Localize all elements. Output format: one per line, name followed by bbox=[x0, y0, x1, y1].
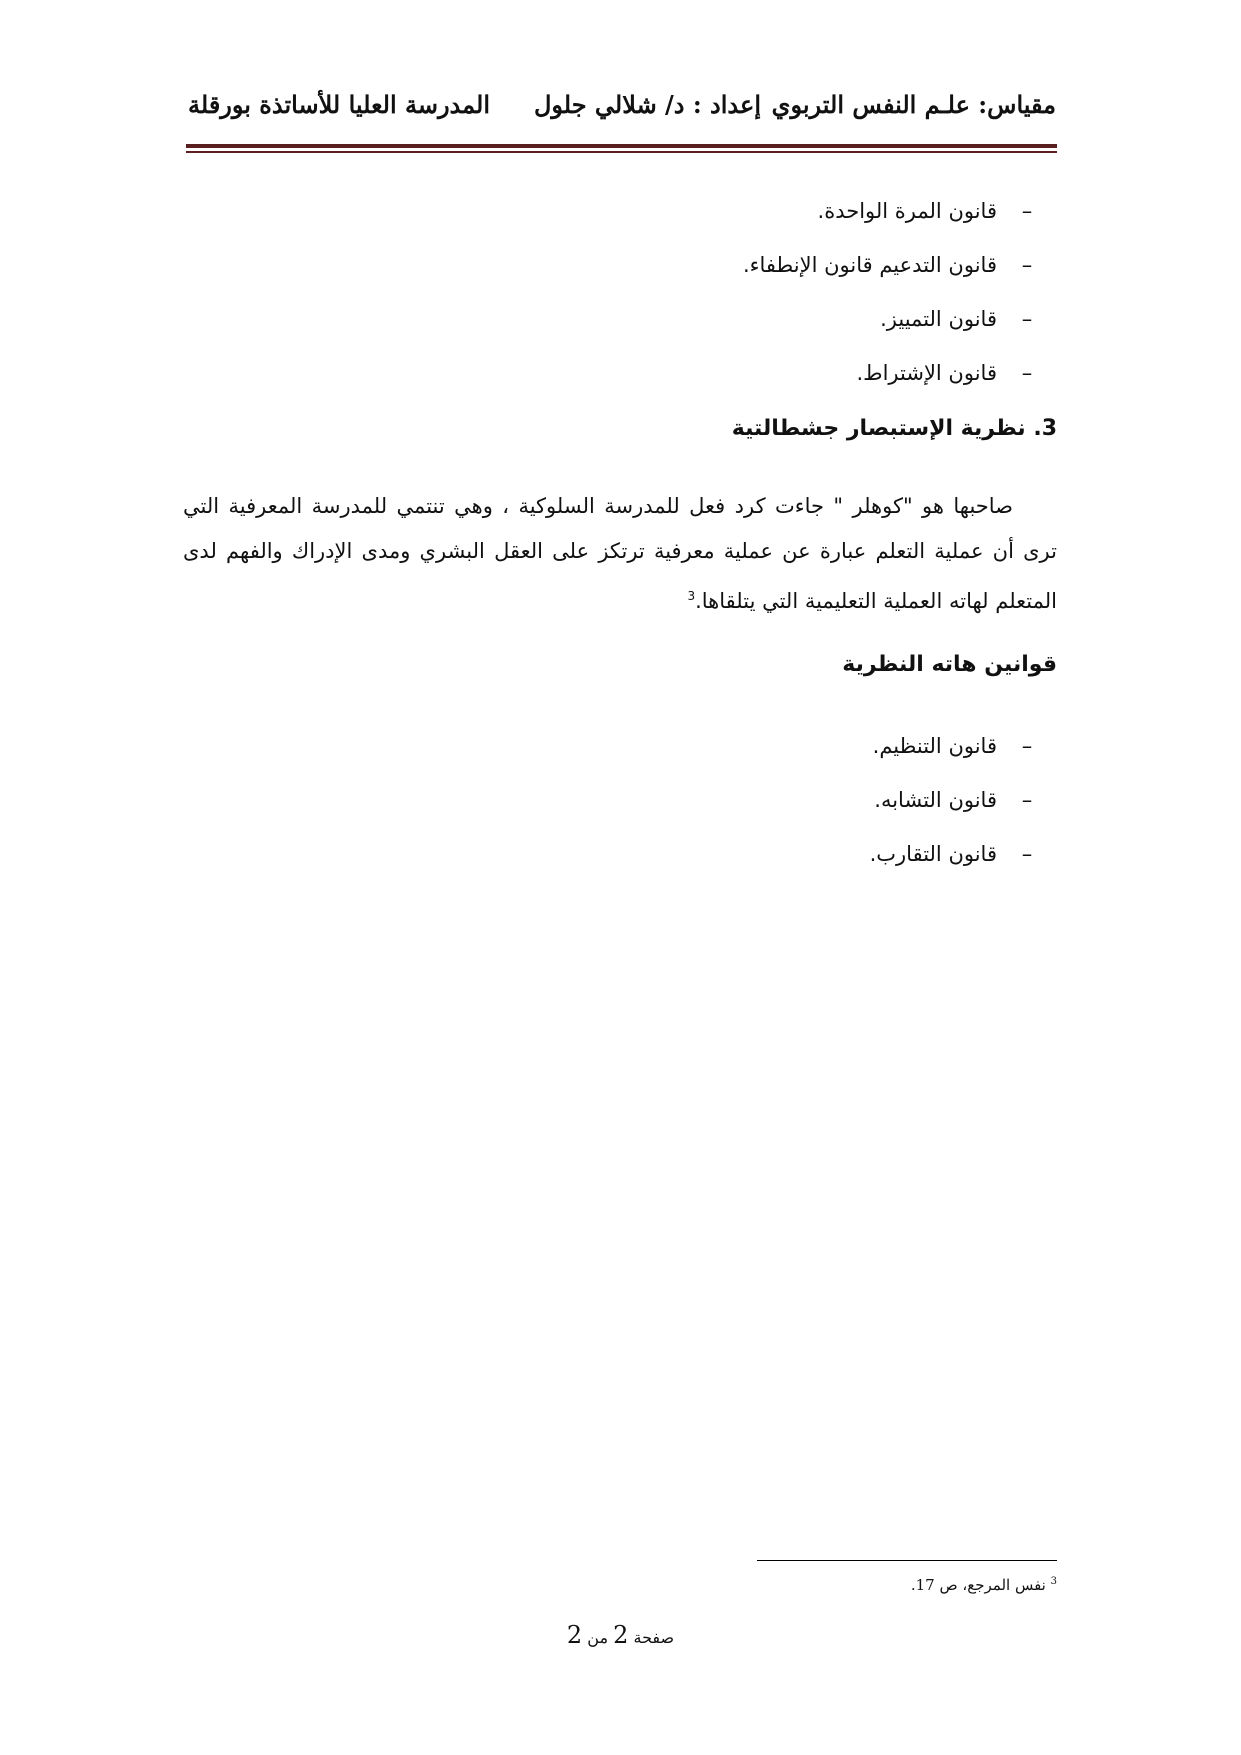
list-dash: – bbox=[1021, 788, 1033, 812]
list-item bbox=[743, 346, 1061, 400]
page-of: من bbox=[587, 1628, 609, 1647]
list-item bbox=[743, 292, 1061, 346]
footnote-marker: 3 bbox=[687, 589, 696, 603]
header-school: المدرسة العليا للأساتذة بورقلة bbox=[188, 90, 491, 119]
list-item-text: قانون التدعيم قانون الإنطفاء. bbox=[742, 253, 997, 277]
footnote-separator bbox=[757, 1560, 1057, 1561]
section-number: 3. bbox=[1033, 416, 1057, 441]
list-item-text: قانون التقارب. bbox=[869, 842, 997, 866]
list-dash: – bbox=[1021, 307, 1033, 331]
page-label: صفحة bbox=[633, 1628, 675, 1647]
laws-heading: قوانين هاته النظرية bbox=[842, 652, 1057, 677]
list-item-text: قانون الإشتراط. bbox=[856, 361, 997, 385]
list-dash: – bbox=[1021, 253, 1033, 277]
list-dash: – bbox=[1021, 199, 1033, 223]
body-paragraph bbox=[183, 484, 1057, 624]
section-heading bbox=[732, 412, 1057, 446]
list-item bbox=[870, 773, 1061, 827]
laws-list-gestalt bbox=[870, 719, 1061, 881]
footnote bbox=[911, 1570, 1057, 1597]
list-item bbox=[870, 827, 1061, 881]
page-total: 2 bbox=[566, 1621, 583, 1649]
list-item-text: قانون التمييز. bbox=[880, 307, 997, 331]
list-item bbox=[743, 238, 1061, 292]
header-rule-thick bbox=[186, 144, 1057, 148]
section-title: نظرية الإستبصار جشطالتية bbox=[731, 416, 1026, 441]
page-number bbox=[0, 1620, 1241, 1653]
list-dash: – bbox=[1021, 361, 1033, 385]
footnote-text: نفس المرجع، ص 17. bbox=[910, 1576, 1046, 1594]
list-item bbox=[743, 184, 1061, 238]
list-item-text: قانون التنظيم. bbox=[872, 734, 997, 758]
paragraph-text: صاحبها هو "كوهلر " جاءت كرد فعل للمدرسة السلوكية ، وهي تنتمي للمدرسة المعرفية التي ترى أن عملية التعلم عبارة عن عملية معرفية ترتكز على العقل البشري ومدى الإدراك والفهم لدى المتعلم لهاته العملية التعليمية التي يتلقاها. bbox=[183, 494, 1057, 613]
header-author: إعداد : د/ شلالي جلول bbox=[533, 90, 761, 119]
header-course: مقياس: علـم النفس التربوي bbox=[771, 90, 1056, 119]
footnote-number: 3 bbox=[1050, 1576, 1057, 1587]
laws-list-behavioral bbox=[743, 184, 1061, 400]
list-dash: – bbox=[1021, 842, 1033, 866]
list-item bbox=[870, 719, 1061, 773]
list-item-text: قانون المرة الواحدة. bbox=[817, 199, 997, 223]
page-current: 2 bbox=[613, 1621, 629, 1649]
list-item-text: قانون التشابه. bbox=[874, 788, 997, 812]
header-rule-thin bbox=[186, 151, 1057, 153]
list-dash: – bbox=[1021, 734, 1033, 758]
